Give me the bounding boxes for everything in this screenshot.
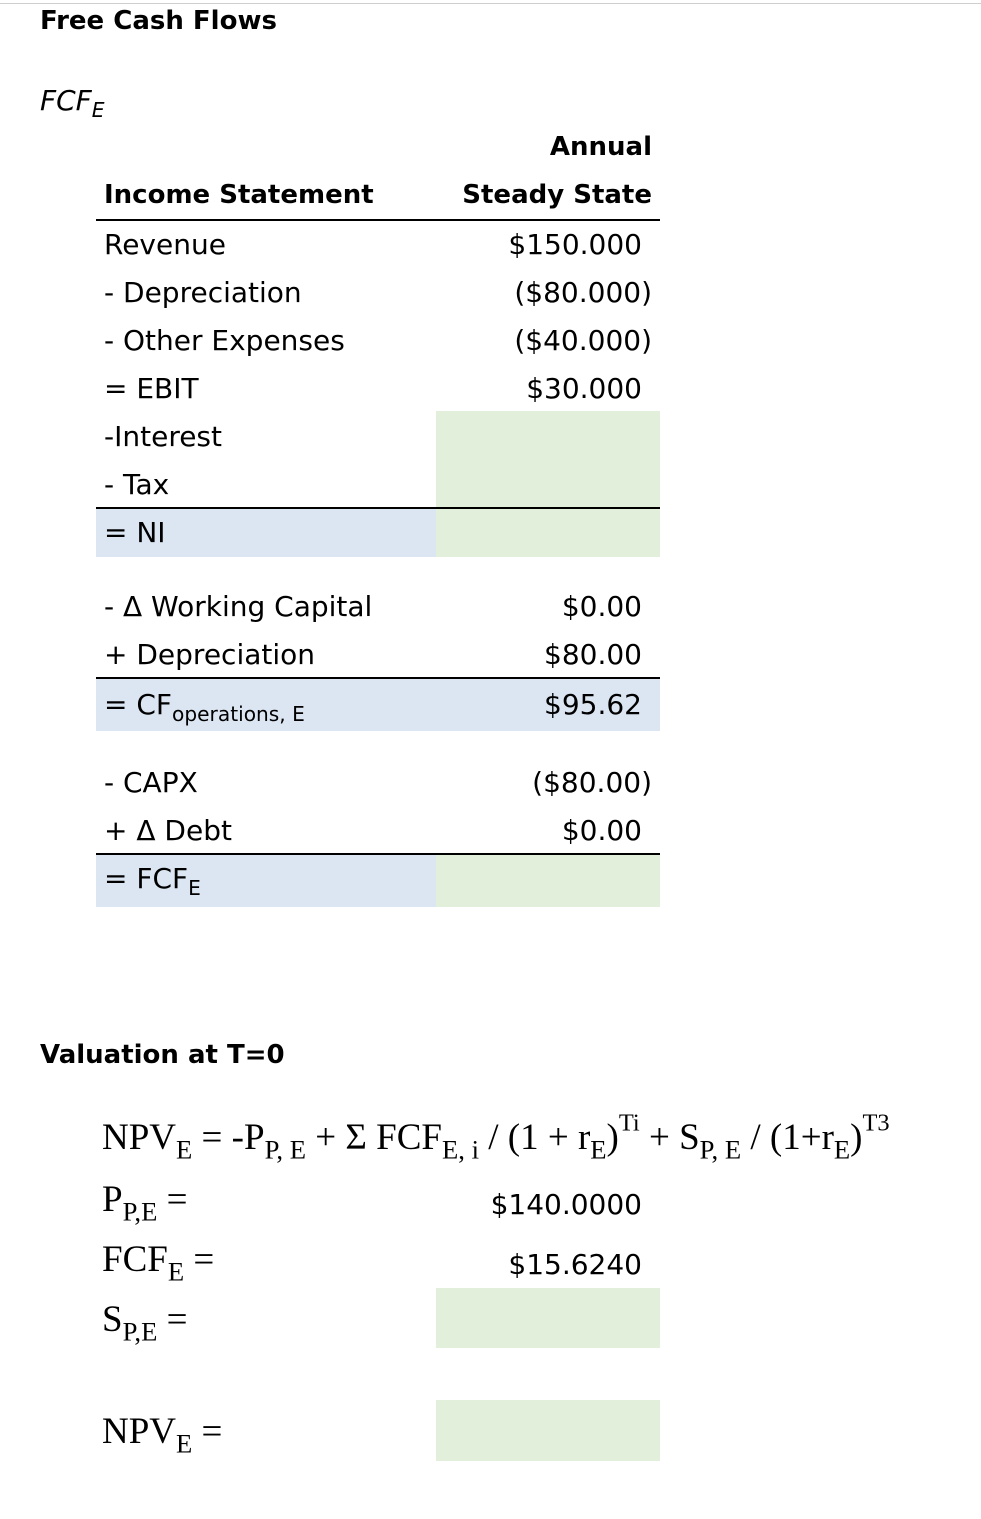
- row-label-interest: -Interest: [104, 420, 223, 453]
- label-fcf-e: $FCF_E$ =: [102, 1239, 215, 1287]
- row-label-delta-debt: + Δ Debt: [104, 814, 232, 847]
- row-label-cf-operations: = $CF_{operations, E}$: [104, 688, 305, 727]
- fcf-e-input-cell[interactable]: [436, 855, 660, 907]
- row-label-fcf-e: = $FCF_E$: [104, 862, 201, 901]
- ni-top-border: [96, 507, 660, 509]
- row-value-delta-debt: $0.00: [561, 814, 642, 847]
- label-s-pe: $S_{P,E}$ =: [102, 1299, 188, 1347]
- s-pe-input-cell[interactable]: [436, 1288, 660, 1348]
- row-value-other-expenses: ($40.000): [514, 324, 652, 357]
- row-value-revenue: $150.000: [508, 228, 642, 261]
- row-value-plus-depreciation: $80.00: [544, 638, 642, 671]
- header-steady-state: Steady State: [462, 180, 652, 210]
- row-label-ni: = NI: [104, 516, 166, 549]
- label-npv-e: $NPV_E$ =: [102, 1411, 223, 1459]
- top-border: [0, 3, 981, 4]
- fcf-top-border: [96, 853, 660, 855]
- row-value-depreciation: ($80.000): [514, 276, 652, 309]
- row-value-cf-operations: $95.62: [544, 688, 642, 721]
- row-label-ebit: = EBIT: [104, 372, 199, 405]
- row-label-capx: - CAPX: [104, 766, 198, 799]
- header-annual: Annual: [549, 132, 652, 162]
- row-value-working-capital: $0.00: [561, 590, 642, 623]
- header-underline: [96, 219, 660, 221]
- section-title-free-cash-flows: Free Cash Flows: [40, 6, 277, 36]
- npv-e-input-cell[interactable]: [436, 1400, 660, 1461]
- row-label-revenue: Revenue: [104, 228, 226, 261]
- value-fcf-e: $15.6240: [508, 1248, 642, 1281]
- row-label-other-expenses: - Other Expenses: [104, 324, 345, 357]
- value-p-pe: $140.0000: [490, 1188, 642, 1221]
- fcf-e-subtitle: $FCF_E$: [40, 84, 105, 123]
- row-value-ebit: $30.000: [526, 372, 642, 405]
- input-cells-interest-tax-ni[interactable]: [436, 411, 660, 557]
- npv-formula: $NPV_E = -P_{P, E} + \Sigma$ $FCF_{E, i} / (1 + r_E)^{Ti} + S_{P, E} / (1+r_E)^{T3}$: [102, 1109, 890, 1165]
- row-label-plus-depreciation: + Depreciation: [104, 638, 316, 671]
- label-p-pe: $P_{P,E}$ =: [102, 1179, 188, 1227]
- row-value-capx: ($80.00): [532, 766, 652, 799]
- row-label-depreciation: - Depreciation: [104, 276, 302, 309]
- header-income-statement: Income Statement: [104, 180, 374, 210]
- row-label-working-capital: - Δ Working Capital: [104, 590, 373, 623]
- cf-operations-top-border: [96, 677, 660, 679]
- row-label-tax: - Tax: [104, 468, 170, 501]
- section-title-valuation: Valuation at T=0: [40, 1040, 285, 1070]
